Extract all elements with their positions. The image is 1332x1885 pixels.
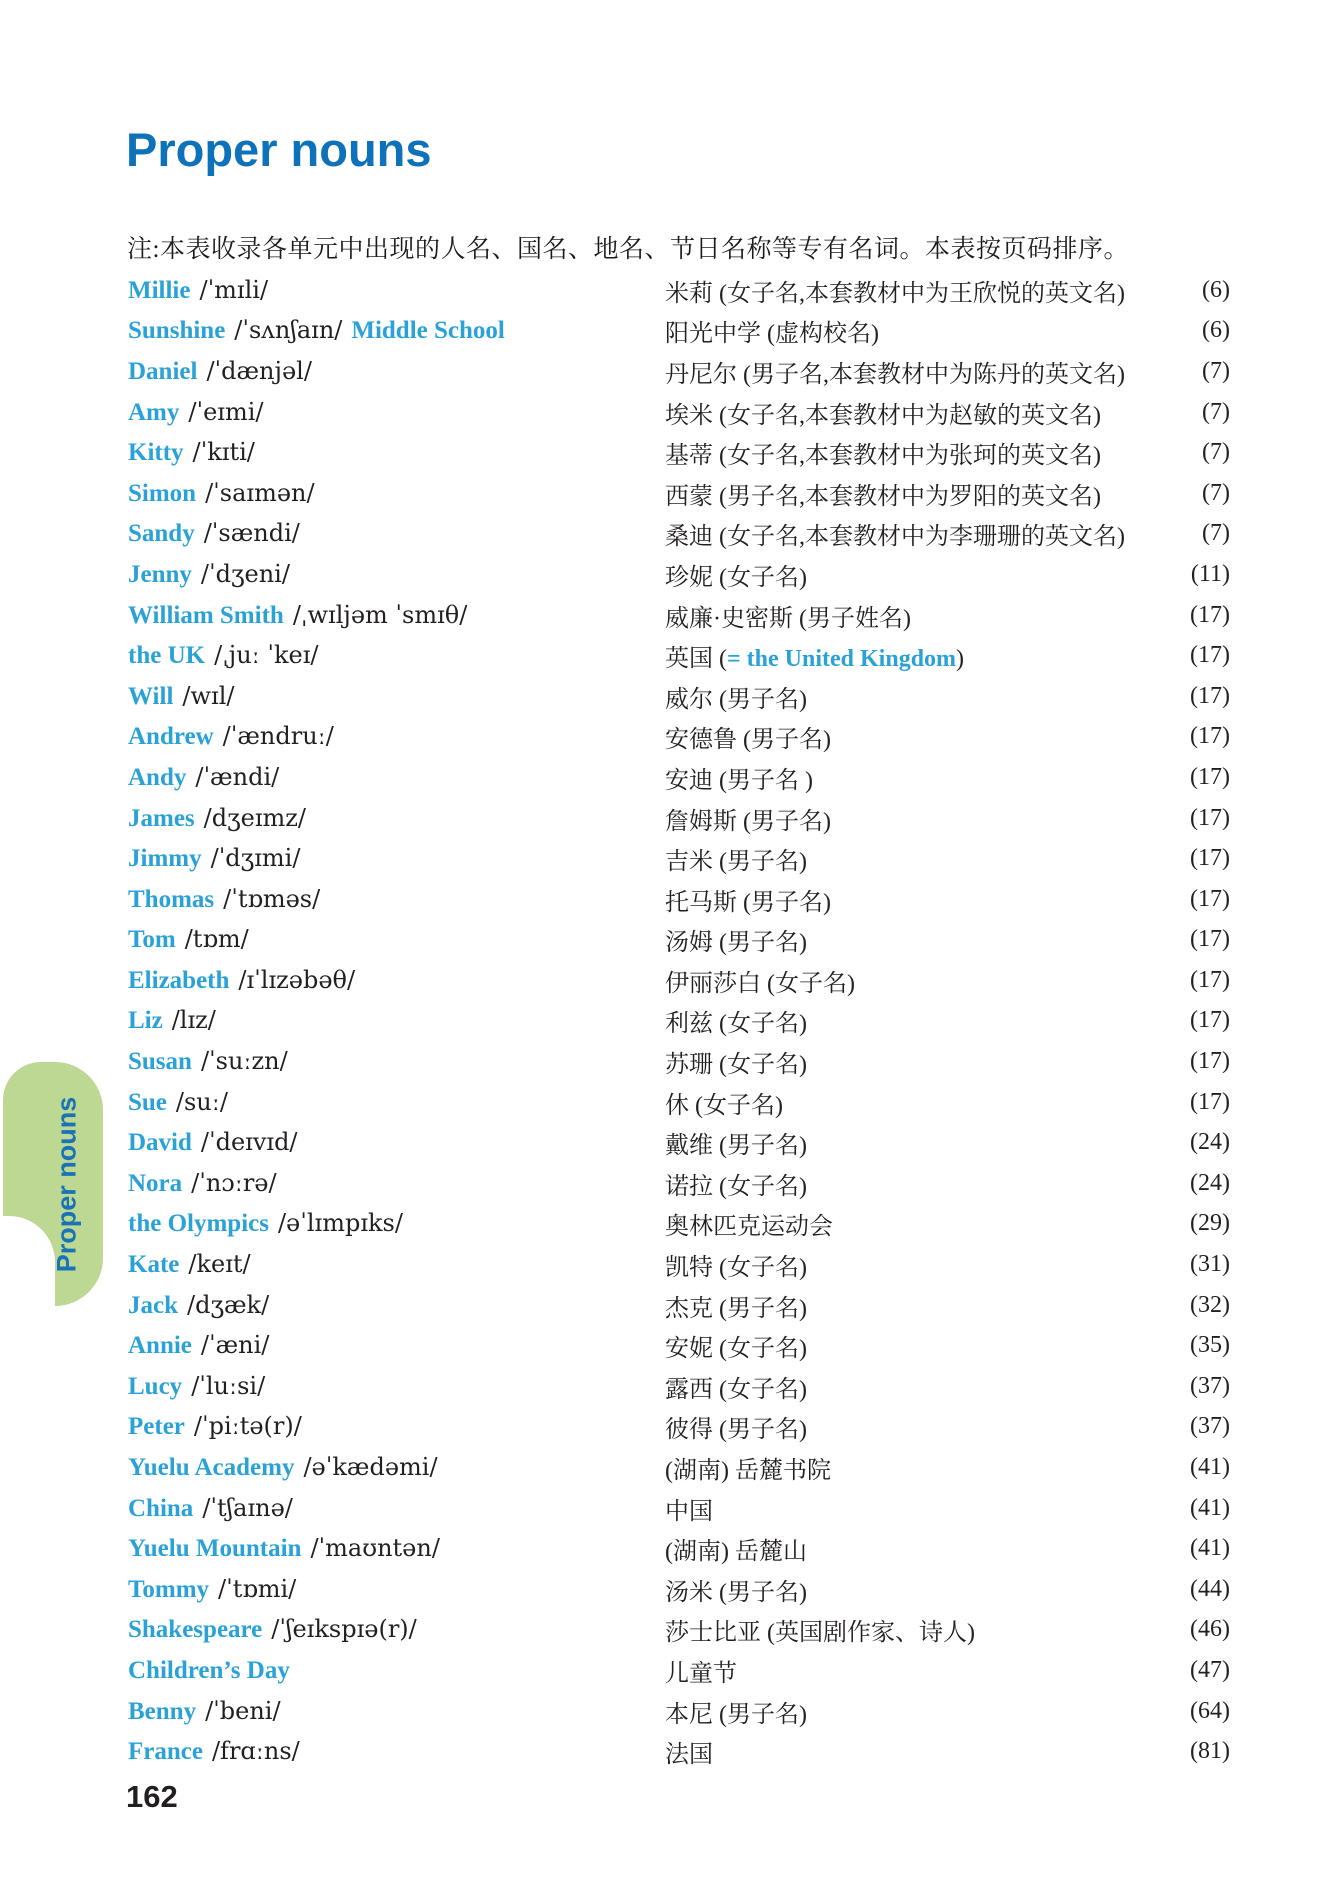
entry-row (128, 1407, 1230, 1448)
entry-page-ref: (17) (1190, 885, 1230, 912)
entry-phonetic: /ˈændi/ (195, 762, 280, 791)
entry-page-ref: (17) (1190, 845, 1230, 872)
entry-name: James (128, 804, 195, 832)
entry-phonetic: /ˈkɪti/ (192, 438, 255, 467)
entry-row (128, 1244, 1230, 1285)
entry-row (128, 960, 1230, 1001)
entry-meaning (665, 395, 1158, 430)
entry-meaning (665, 841, 1158, 876)
entry-term (128, 357, 665, 386)
entry-phonetic: /əˈkædəmi/ (303, 1453, 438, 1482)
entry-row (128, 1569, 1230, 1610)
entry-term (128, 1412, 665, 1441)
entry-phonetic: /ˈsuːzn/ (200, 1047, 288, 1076)
entry-meaning (665, 719, 1158, 754)
entry-term (128, 276, 665, 305)
entry-meaning-text: 阳光中学 (虚构校名) (665, 321, 879, 348)
entry-phonetic: /ˈmɪli/ (199, 275, 269, 304)
entry-page-ref: (35) (1190, 1332, 1230, 1359)
entry-meaning (665, 1085, 1158, 1120)
entry-name: France (128, 1738, 203, 1766)
entry-page-ref: (17) (1190, 642, 1230, 669)
entry-name: Daniel (128, 357, 198, 385)
entry-meaning-suffix: ) (956, 646, 965, 673)
entry-phonetic: /dʒeɪmz/ (203, 803, 307, 832)
entry-phonetic: /ˈæni/ (200, 1331, 270, 1360)
entry-meaning (665, 1044, 1158, 1079)
entry-phonetic: /ˈbeni/ (205, 1696, 281, 1725)
entry-meaning (665, 354, 1158, 389)
entry-meaning (665, 1694, 1158, 1729)
entry-page-ref: (37) (1190, 1372, 1230, 1399)
entry-term (128, 1047, 665, 1076)
entry-phonetic: /ˌjuː ˈkeɪ/ (214, 641, 319, 670)
entry-meaning-text: 莎士比亚 (英国剧作家、诗人) (665, 1620, 975, 1647)
entry-row (128, 311, 1230, 352)
entry-phonetic: /keɪt/ (188, 1250, 251, 1279)
entry-meaning (665, 1206, 1158, 1241)
entry-meaning-text: 伊丽莎白 (女子名) (665, 970, 855, 997)
entry-name: Sunshine (128, 317, 226, 345)
entry-page-ref: (47) (1190, 1656, 1230, 1683)
entry-meaning (665, 1125, 1158, 1160)
entry-page-ref: (6) (1202, 317, 1230, 344)
entry-phonetic: /əˈlɪmpɪks/ (277, 1209, 403, 1238)
entry-meaning (665, 1612, 1158, 1647)
entry-meaning-text: 戴维 (男子名) (665, 1133, 807, 1160)
entry-phonetic: /suː/ (175, 1087, 228, 1116)
entry-term (128, 1006, 665, 1035)
entry-meaning (665, 516, 1158, 551)
entry-row (128, 270, 1230, 311)
entry-term (128, 641, 665, 670)
entry-term (128, 1169, 665, 1198)
entry-term (128, 1615, 665, 1644)
entry-row (128, 1650, 1230, 1691)
entry-row (128, 757, 1230, 798)
entry-meaning (665, 1166, 1158, 1201)
entry-row (128, 432, 1230, 473)
entry-name: Children’s Day (128, 1656, 290, 1684)
entry-row (128, 473, 1230, 514)
entry-meaning-text: 威尔 (男子名) (665, 686, 807, 713)
entry-meaning (665, 1491, 1158, 1526)
entry-meaning (665, 1450, 1158, 1485)
entry-phonetic: /ˈsændi/ (203, 519, 300, 548)
entry-page-ref: (24) (1190, 1169, 1230, 1196)
entry-meaning-text: 奥林匹克运动会 (665, 1214, 833, 1241)
entry-row (128, 798, 1230, 839)
entry-row (128, 1447, 1230, 1488)
entry-row (128, 1610, 1230, 1651)
entry-page-ref: (17) (1190, 926, 1230, 953)
entry-row (128, 676, 1230, 717)
entry-meaning (665, 1572, 1158, 1607)
entry-meaning-text: 诺拉 (女子名) (665, 1173, 807, 1200)
entry-row (128, 1041, 1230, 1082)
entry-row (128, 392, 1230, 433)
entry-meaning (665, 1247, 1158, 1282)
entry-row (128, 838, 1230, 879)
entry-term (128, 885, 665, 914)
entry-name: Peter (128, 1413, 185, 1441)
sidebar-tab-label: Proper nouns (51, 1096, 82, 1272)
entry-term (128, 479, 665, 508)
entry-name: China (128, 1494, 194, 1522)
entry-page-ref: (17) (1190, 601, 1230, 628)
entry-page-ref: (7) (1202, 439, 1230, 466)
entry-row (128, 1082, 1230, 1123)
entry-meaning-text: 威廉·史密斯 (男子姓名) (665, 605, 911, 632)
entry-meaning-text: 凯特 (女子名) (665, 1255, 807, 1282)
entry-name: Andy (128, 763, 187, 791)
entry-meaning-text: (湖南) 岳麓山 (665, 1539, 807, 1566)
entry-term (128, 1209, 665, 1238)
entry-name: Andrew (128, 723, 214, 751)
entry-row (128, 1163, 1230, 1204)
entry-phonetic: /ˈdʒeni/ (200, 559, 290, 588)
entry-meaning (665, 1328, 1158, 1363)
entry-page-ref: (7) (1202, 520, 1230, 547)
entry-page-ref: (44) (1190, 1575, 1230, 1602)
entry-page-ref: (17) (1190, 1048, 1230, 1075)
entry-phonetic: /ˈtʃaɪnə/ (202, 1493, 293, 1522)
entry-page-ref: (29) (1190, 1210, 1230, 1237)
entry-name: Jimmy (128, 845, 202, 873)
entry-name: Sandy (128, 520, 195, 548)
entry-term (128, 1697, 665, 1726)
entry-term (128, 682, 665, 711)
entry-meaning-text: 詹姆斯 (男子名) (665, 808, 831, 835)
entry-meaning-text: 休 (女子名) (665, 1092, 783, 1119)
entry-page-ref: (6) (1202, 276, 1230, 303)
entry-term (128, 844, 665, 873)
entry-meaning (665, 1369, 1158, 1404)
entry-meaning-text: 埃米 (女子名,本套教材中为赵敏的英文名) (665, 402, 1101, 429)
entry-phonetic: /ˈluːsi/ (191, 1371, 266, 1400)
entry-meaning-text: 汤米 (男子名) (665, 1579, 807, 1606)
entry-meaning (665, 801, 1158, 836)
entry-meaning (665, 598, 1158, 633)
entry-name: Yuelu Academy (128, 1454, 295, 1482)
entry-phonetic: /ˌwɪljəm ˈsmɪθ/ (292, 600, 468, 629)
entry-term (128, 1656, 665, 1685)
entry-phonetic: /ˈdʒɪmi/ (210, 844, 301, 873)
entry-meaning (665, 1531, 1158, 1566)
entry-meaning (665, 1734, 1158, 1769)
entry-name: Millie (128, 276, 191, 304)
entry-row (128, 879, 1230, 920)
entry-row (128, 1001, 1230, 1042)
entry-term (128, 560, 665, 589)
entry-page-ref: (17) (1190, 763, 1230, 790)
entry-meaning (665, 1288, 1158, 1323)
entry-row (128, 595, 1230, 636)
entry-term (128, 966, 665, 995)
entry-page-ref: (41) (1190, 1454, 1230, 1481)
entry-meaning (665, 882, 1158, 917)
entry-term (128, 1372, 665, 1401)
entry-name: Elizabeth (128, 966, 230, 994)
entry-row (128, 1325, 1230, 1366)
entry-row (128, 920, 1230, 961)
entry-name: William Smith (128, 601, 284, 629)
entry-meaning (665, 435, 1158, 470)
entry-meaning-text: 利兹 (女子名) (665, 1011, 807, 1038)
entry-term (128, 1494, 665, 1523)
entry-page-ref: (64) (1190, 1697, 1230, 1724)
entry-name: Annie (128, 1332, 192, 1360)
entry-name: Will (128, 682, 174, 710)
entry-meaning-text: (湖南) 岳麓书院 (665, 1458, 831, 1485)
entry-meaning (665, 557, 1158, 592)
entry-meaning-highlight: = the United Kingdom (727, 646, 957, 673)
entry-meaning (665, 1653, 1158, 1688)
entry-name: Tom (128, 926, 176, 954)
entry-term (128, 1291, 665, 1320)
entry-name: Kate (128, 1251, 180, 1279)
entry-phonetic: /ˈpiːtə(r)/ (193, 1412, 302, 1441)
entry-name: Tommy (128, 1575, 210, 1603)
entry-term (128, 316, 665, 345)
entry-phonetic: /wɪl/ (182, 681, 235, 710)
entry-term (128, 1250, 665, 1279)
entry-row (128, 1285, 1230, 1326)
entry-term (128, 763, 665, 792)
entry-page-ref: (11) (1190, 560, 1230, 587)
entry-row (128, 1731, 1230, 1772)
entry-row (128, 1366, 1230, 1407)
entry-row (128, 1488, 1230, 1529)
entry-name: David (128, 1129, 192, 1157)
entry-meaning-text: 安妮 (女子名) (665, 1336, 807, 1363)
entry-term (128, 1128, 665, 1157)
entry-name: Shakespeare (128, 1616, 263, 1644)
entry-name-suffix: Middle School (351, 317, 505, 345)
entry-row (128, 554, 1230, 595)
entry-page-ref: (7) (1202, 479, 1230, 506)
entry-term (128, 1453, 665, 1482)
entry-phonetic: /ˈændruː/ (222, 722, 334, 751)
entry-name: Amy (128, 398, 180, 426)
entry-name: Thomas (128, 885, 215, 913)
entry-page-ref: (7) (1202, 398, 1230, 425)
proper-nouns-list (128, 270, 1230, 1772)
page-number: 162 (126, 1779, 178, 1814)
sidebar-tab-label-wrap (3, 1062, 103, 1306)
entry-term (128, 804, 665, 833)
entry-meaning (665, 679, 1158, 714)
entry-name: Liz (128, 1007, 163, 1035)
entry-meaning (665, 313, 1158, 348)
entry-term (128, 1331, 665, 1360)
entry-meaning (665, 760, 1158, 795)
entry-meaning-text: 露西 (女子名) (665, 1376, 807, 1403)
entry-meaning (665, 1003, 1158, 1038)
entry-meaning-text: 汤姆 (男子名) (665, 930, 807, 957)
entry-meaning-text: 儿童节 (665, 1660, 737, 1687)
entry-meaning-text: 苏珊 (女子名) (665, 1052, 807, 1079)
entry-page-ref: (41) (1190, 1494, 1230, 1521)
entry-phonetic: /ˈdænjəl/ (206, 356, 312, 385)
entry-page-ref: (41) (1190, 1535, 1230, 1562)
entry-phonetic: /ˈsʌnʃaɪn/ (234, 316, 343, 345)
entry-page-ref: (24) (1190, 1129, 1230, 1156)
entry-meaning-text: 法国 (665, 1742, 713, 1769)
entry-term (128, 398, 665, 427)
entry-phonetic: /ˈnɔːrə/ (191, 1168, 277, 1197)
entry-name: Jack (128, 1291, 178, 1319)
entry-term (128, 1088, 665, 1117)
entry-meaning-text: 本尼 (男子名) (665, 1701, 807, 1728)
entry-phonetic: /ɪˈlɪzəbəθ/ (238, 965, 356, 994)
entry-term (128, 1575, 665, 1604)
entry-name: Yuelu Mountain (128, 1535, 302, 1563)
entry-name: Sue (128, 1088, 167, 1116)
entry-meaning-text: 英国 ( (665, 646, 727, 673)
entry-meaning-text: 托马斯 (男子名) (665, 889, 831, 916)
entry-page-ref: (32) (1190, 1291, 1230, 1318)
entry-phonetic: /lɪz/ (171, 1006, 216, 1035)
entry-page-ref: (37) (1190, 1413, 1230, 1440)
entry-page-ref: (7) (1202, 357, 1230, 384)
entry-term (128, 1534, 665, 1563)
entry-name: the UK (128, 642, 206, 670)
entry-term (128, 1737, 665, 1766)
entry-term (128, 722, 665, 751)
entry-meaning-text: 中国 (665, 1498, 713, 1525)
entry-meaning-text: 彼得 (男子名) (665, 1417, 807, 1444)
entry-meaning (665, 922, 1158, 957)
entry-meaning (665, 273, 1158, 308)
entry-row (128, 1204, 1230, 1245)
entry-meaning-text: 杰克 (男子名) (665, 1295, 807, 1322)
entry-row (128, 514, 1230, 555)
entry-name: Susan (128, 1048, 192, 1076)
entry-meaning-text: 桑迪 (女子名,本套教材中为李珊珊的英文名) (665, 524, 1125, 551)
entry-meaning (665, 638, 1158, 673)
entry-page-ref: (81) (1190, 1738, 1230, 1765)
entry-meaning-text: 米莉 (女子名,本套教材中为王欣悦的英文名) (665, 280, 1125, 307)
page-title: Proper nouns (126, 123, 432, 176)
entry-meaning-text: 吉米 (男子名) (665, 849, 807, 876)
entry-name: Simon (128, 479, 197, 507)
entry-row (128, 717, 1230, 758)
entry-page-ref: (17) (1190, 966, 1230, 993)
entry-name: Jenny (128, 560, 192, 588)
entry-meaning-text: 西蒙 (男子名,本套教材中为罗阳的英文名) (665, 483, 1101, 510)
entry-phonetic: /ˈtɒməs/ (223, 884, 321, 913)
entry-phonetic: /ˈmaʊntən/ (310, 1534, 440, 1563)
entry-meaning-text: 安迪 (男子名 ) (665, 767, 813, 794)
entry-phonetic: /ˈtɒmi/ (218, 1574, 297, 1603)
entry-meaning-text: 安德鲁 (男子名) (665, 727, 831, 754)
entry-row (128, 1528, 1230, 1569)
entry-name: Kitty (128, 439, 184, 467)
entry-meaning (665, 476, 1158, 511)
entry-phonetic: /ˈsaɪmən/ (205, 478, 315, 507)
entry-row (128, 1691, 1230, 1732)
entry-page-ref: (17) (1190, 723, 1230, 750)
note-text: 注:本表收录各单元中出现的人名、国名、地名、节日名称等专有名词。本表按页码排序。 (127, 236, 1129, 263)
entry-page-ref: (17) (1190, 804, 1230, 831)
entry-phonetic: /ˈdeɪvɪd/ (200, 1128, 298, 1157)
entry-name: Nora (128, 1169, 183, 1197)
entry-page-ref: (17) (1190, 682, 1230, 709)
entry-name: Benny (128, 1697, 197, 1725)
entry-meaning (665, 1409, 1158, 1444)
entry-meaning (665, 963, 1158, 998)
entry-phonetic: /ˈʃeɪkspɪə(r)/ (271, 1615, 417, 1644)
entry-meaning-text: 丹尼尔 (男子名,本套教材中为陈丹的英文名) (665, 361, 1125, 388)
entry-term (128, 438, 665, 467)
entry-page-ref: (17) (1190, 1088, 1230, 1115)
entry-meaning-text: 基蒂 (女子名,本套教材中为张珂的英文名) (665, 443, 1101, 470)
entry-phonetic: /frɑːns/ (211, 1737, 300, 1766)
entry-page-ref: (31) (1190, 1251, 1230, 1278)
entry-phonetic: /dʒæk/ (187, 1290, 270, 1319)
entry-page-ref: (46) (1190, 1616, 1230, 1643)
entry-term (128, 601, 665, 630)
entry-row (128, 351, 1230, 392)
entry-row (128, 1122, 1230, 1163)
entry-name: Lucy (128, 1372, 183, 1400)
entry-page-ref: (17) (1190, 1007, 1230, 1034)
entry-term (128, 519, 665, 548)
entry-term (128, 925, 665, 954)
entry-row (128, 635, 1230, 676)
entry-phonetic: /tɒm/ (184, 925, 249, 954)
entry-phonetic: /ˈeɪmi/ (188, 397, 264, 426)
entry-meaning-text: 珍妮 (女子名) (665, 564, 807, 591)
entry-name: the Olympics (128, 1210, 269, 1238)
